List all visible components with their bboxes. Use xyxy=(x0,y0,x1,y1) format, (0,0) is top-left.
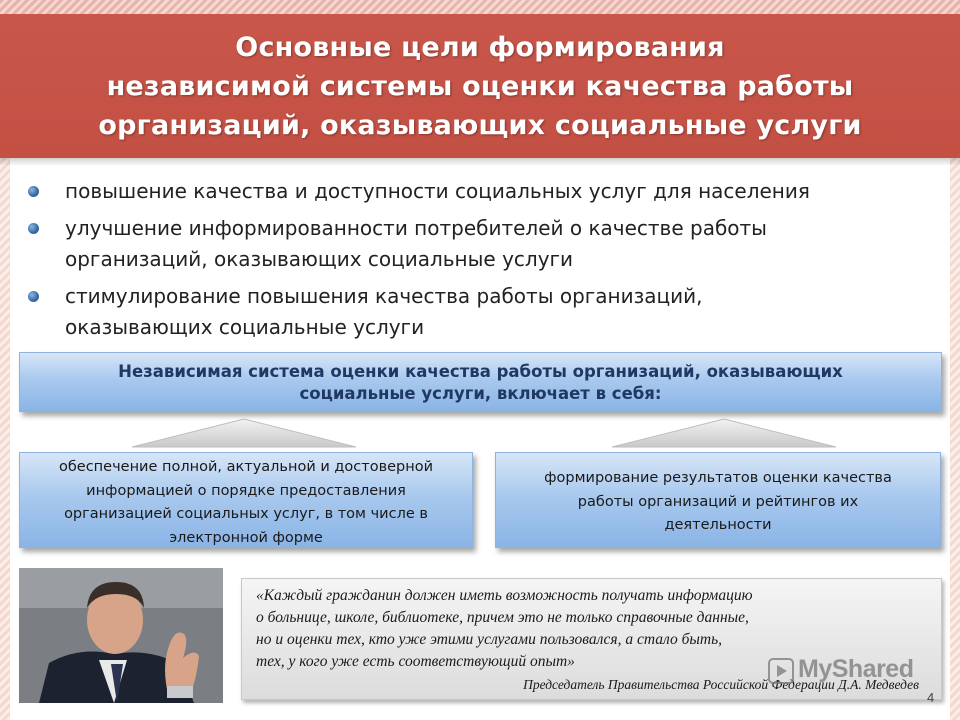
bullet-item xyxy=(28,176,928,207)
bullet-line: стимулирование повышения качества работы организаций, xyxy=(65,284,703,308)
up-arrow-icon xyxy=(128,417,360,449)
quote-line: тех, у кого уже есть соответствующий опыт» xyxy=(256,653,575,670)
bullet-text xyxy=(65,281,928,343)
title-line: организаций, оказывающих социальные услуги xyxy=(98,110,862,141)
quote-line: но и оценки тех, кто уже этими услугами пользовался, а стало быть, xyxy=(256,631,722,648)
header-top-strip xyxy=(0,0,960,14)
bullet-text xyxy=(65,213,928,275)
watermark-text: MyShared xyxy=(798,655,914,683)
bullet-dot-icon xyxy=(28,186,39,197)
page-number: 4 xyxy=(927,690,935,705)
watermark-logo-icon xyxy=(768,658,794,684)
quote-line: «Каждый гражданин должен иметь возможность получать информацию xyxy=(256,587,753,604)
title-line: независимой системы оценки качества работы xyxy=(106,71,854,102)
box-line: социальные услуги, включает в себя: xyxy=(299,384,662,403)
ratings-formation-box xyxy=(495,452,941,548)
portrait-image xyxy=(19,568,223,703)
bullet-item xyxy=(28,213,928,275)
box-line: формирование результатов оценки качества xyxy=(544,470,892,486)
box-line: Независимая система оценки качества работы организаций, оказывающих xyxy=(118,362,843,381)
bullet-line: повышение качества и доступности социальных услуг для населения xyxy=(65,179,810,203)
up-arrow-icon xyxy=(608,417,840,449)
bullet-item xyxy=(28,281,928,343)
bullet-text xyxy=(65,176,928,207)
quote-author: Председатель Правительства Российской Федерации Д.А. Медведев xyxy=(523,677,919,692)
slide-header xyxy=(0,0,960,158)
speaker-photo xyxy=(19,568,223,703)
title-line: Основные цели формирования xyxy=(235,32,725,63)
bullet-line: улучшение информированности потребителей о качестве работы xyxy=(65,216,767,240)
box-line: электронной форме xyxy=(169,529,323,546)
information-provision-box xyxy=(19,452,473,548)
myshared-watermark xyxy=(768,656,928,688)
box-line: организацией социальных услуг, в том числе в xyxy=(64,506,428,522)
system-includes-box xyxy=(19,352,942,412)
quote-line: о больнице, школе, библиотеке, причем это не только справочные данные, xyxy=(256,609,749,626)
goals-bullet-list xyxy=(28,176,928,349)
header-shadow xyxy=(0,158,960,166)
bullet-dot-icon xyxy=(28,291,39,302)
box-line: обеспечение полной, актуальной и достоверной xyxy=(58,459,434,475)
box-line: деятельности xyxy=(664,517,772,533)
slide-title xyxy=(0,28,960,145)
bullet-dot-icon xyxy=(28,223,39,234)
box-line: работы организаций и рейтингов их xyxy=(577,493,859,510)
bullet-line: оказывающих социальные услуги xyxy=(65,315,425,339)
box-line: информацией о порядке предоставления xyxy=(86,482,406,499)
bullet-line: организаций, оказывающих социальные услуги xyxy=(65,247,574,271)
